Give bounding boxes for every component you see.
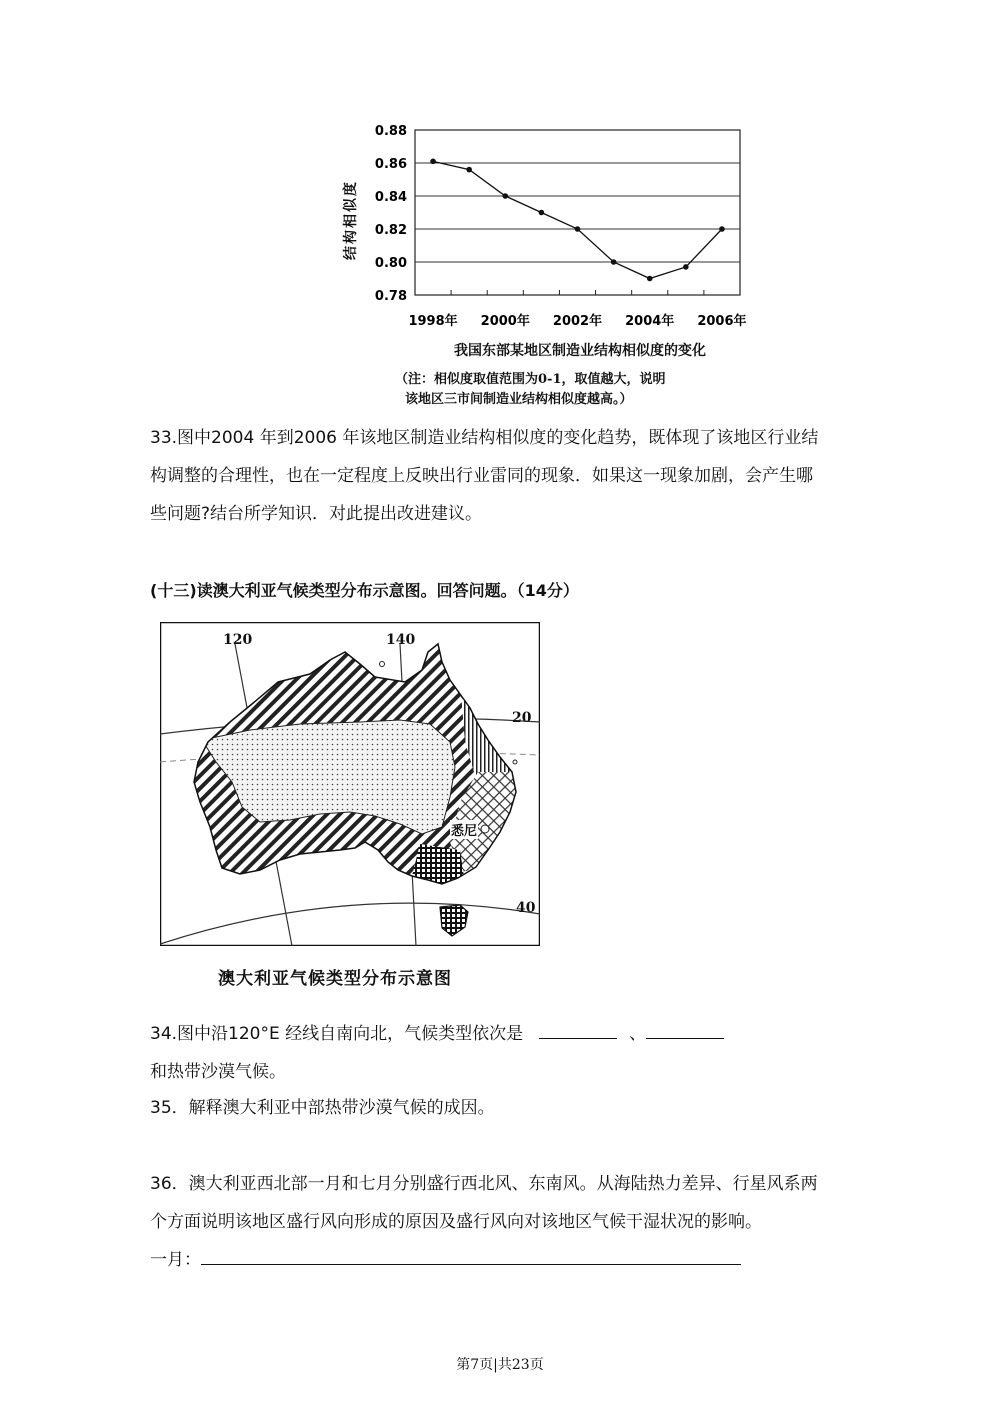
q34-text: 34.图中沿120°E 经线自南向北，气候类型依次是 [150, 1024, 524, 1044]
page-number: 第7页|共23页 [456, 1357, 544, 1373]
chart-title: 我国东部某地区制造业结构相似度的变化 [454, 343, 706, 359]
chart-svg [340, 120, 770, 410]
q34-sep: 、 [629, 1024, 647, 1044]
x-tick-label: 2000年 [480, 314, 530, 329]
data-point [430, 159, 436, 165]
y-tick-label: 0.88 [374, 124, 407, 139]
q36-line2: 个方面说明该地区盛行风向形成的原因及盛行风向对该地区气候干湿状况的影响。 [150, 1212, 762, 1232]
y-tick-label: 0.82 [374, 223, 407, 238]
map-label-140: 140 [386, 632, 416, 648]
similarity-chart [340, 120, 770, 410]
y-tick-label: 0.84 [374, 190, 407, 205]
y-tick-label: 0.78 [374, 289, 407, 304]
section13-heading: (十三)读澳大利亚气候类型分布示意图。回答问题。（14分） [150, 581, 579, 600]
q36-jan-blank[interactable] [201, 1246, 741, 1265]
x-tick-label: 1998年 [408, 314, 458, 329]
data-point [719, 226, 725, 232]
q34-blank-1[interactable] [539, 1020, 617, 1039]
chart-note-1: （注：相似度取值范围为0-1，取值越大，说明 [395, 372, 666, 387]
q35-text: 35．解释澳大利亚中部热带沙漠气候的成因。 [150, 1098, 495, 1118]
x-tick-label: 2004年 [625, 314, 675, 329]
data-point [683, 264, 689, 270]
q34-line2: 和热带沙漠气候。 [150, 1062, 286, 1082]
map-label-20: 20 [512, 710, 532, 726]
data-point [502, 193, 508, 199]
plot-frame [415, 130, 740, 295]
q33-line2: 构调整的合理性，也在一定程度上反映出行业雷同的现象．如果这一现象加剧，会产生哪 [150, 466, 813, 486]
chart-ylabel: 结构相似度 [343, 180, 359, 260]
x-tick-label: 2006年 [697, 314, 747, 329]
australia-climate-map [160, 622, 540, 946]
q33-line1: 33.图中2004 年到2006 年该地区制造业结构相似度的变化趋势，既体现了该地区行业结 [150, 428, 819, 448]
x-tick-label: 2002年 [552, 314, 603, 329]
data-point [647, 276, 653, 282]
data-point [539, 210, 545, 216]
q34-blank-2[interactable] [646, 1020, 724, 1039]
data-point [611, 259, 617, 265]
map-label-sydney: 悉尼 [450, 820, 478, 839]
q36-jan [150, 1240, 850, 1280]
data-point [575, 226, 581, 232]
map-label-120: 120 [223, 632, 253, 648]
q36-line1: 36．澳大利亚西北部一月和七月分别盛行西北风、东南风。从海陆热力差异、行星风系两 [150, 1174, 818, 1194]
y-tick-label: 0.80 [374, 256, 407, 271]
map-svg [160, 622, 540, 946]
map-caption: 澳大利亚气候类型分布示意图 [218, 969, 452, 989]
chart-note-2: 该地区三市间制造业结构相似度越高。） [405, 392, 633, 407]
data-point [466, 167, 472, 173]
q33-line3: 些问题?结台所学知识．对此提出改进建议。 [150, 504, 483, 524]
q34-line1 [150, 1014, 850, 1054]
map-label-40: 40 [516, 900, 536, 916]
q36-jan-label: 一月： [150, 1250, 201, 1270]
y-tick-label: 0.86 [374, 157, 407, 172]
